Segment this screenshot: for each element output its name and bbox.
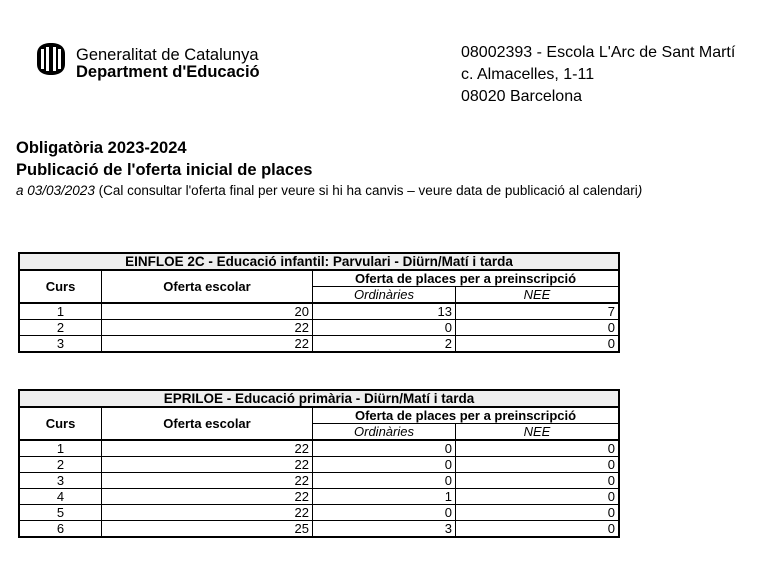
table-row: [19, 320, 619, 336]
column-header-group: Oferta de places per a preinscripció: [313, 270, 620, 287]
cell-ordinaries: 2: [313, 336, 456, 353]
table-row: [19, 336, 619, 353]
cell-oferta: 22: [102, 457, 313, 473]
table-row: [19, 457, 619, 473]
publication-note-text: (Cal consultar l'oferta final per veure si hi ha canvis – veure data de publicació al calendari: [94, 183, 638, 198]
table-title: EPRILOE - Educació primària - Diürn/Matí i tarda: [19, 390, 619, 407]
cell-oferta: 22: [102, 440, 313, 457]
cell-ordinaries: 0: [313, 473, 456, 489]
cell-ordinaries: 1: [313, 489, 456, 505]
document-titles: [16, 137, 642, 201]
cell-oferta: 22: [102, 489, 313, 505]
cell-curs: 1: [19, 440, 102, 457]
document-title-publication: Publicació de l'oferta inicial de places: [16, 161, 313, 179]
cell-ordinaries: 3: [313, 521, 456, 538]
column-header-ordinaries: Ordinàries: [313, 424, 456, 441]
cell-nee: 0: [456, 336, 620, 353]
table-row: [19, 440, 619, 457]
cell-ordinaries: 13: [313, 303, 456, 320]
organization-name: [76, 47, 260, 81]
cell-ordinaries: 0: [313, 320, 456, 336]
school-line-3: 08020 Barcelona: [461, 88, 582, 105]
document-title-year: Obligatòria 2023-2024: [16, 139, 187, 157]
cell-curs: 4: [19, 489, 102, 505]
column-header-curs: Curs: [19, 270, 102, 303]
cell-curs: 2: [19, 320, 102, 336]
cell-curs: 3: [19, 473, 102, 489]
cell-nee: 0: [456, 440, 620, 457]
school-line-2: c. Almacelles, 1-11: [461, 66, 595, 83]
cell-curs: 5: [19, 505, 102, 521]
cell-oferta: 22: [102, 320, 313, 336]
cell-oferta: 22: [102, 336, 313, 353]
school-address: [461, 42, 735, 108]
column-header-oferta: Oferta escolar: [102, 270, 313, 303]
table-title: EINFLOE 2C - Educació infantil: Parvulari - Diürn/Matí i tarda: [19, 253, 619, 270]
table-row: [19, 489, 619, 505]
cell-nee: 0: [456, 473, 620, 489]
cell-nee: 0: [456, 505, 620, 521]
cell-curs: 6: [19, 521, 102, 538]
offer-table-primaria: [18, 389, 620, 538]
cell-curs: 2: [19, 457, 102, 473]
org-line-1: Generalitat de Catalunya: [76, 46, 259, 64]
cell-oferta: 20: [102, 303, 313, 320]
school-line-1: 08002393 - Escola L'Arc de Sant Martí: [461, 44, 736, 61]
column-header-group: Oferta de places per a preinscripció: [313, 407, 620, 424]
cell-nee: 0: [456, 320, 620, 336]
table-row: [19, 505, 619, 521]
cell-oferta: 22: [102, 473, 313, 489]
cell-nee: 7: [456, 303, 620, 320]
cell-ordinaries: 0: [313, 505, 456, 521]
column-header-ordinaries: Ordinàries: [313, 287, 456, 304]
column-header-curs: Curs: [19, 407, 102, 440]
cell-nee: 0: [456, 489, 620, 505]
cell-oferta: 22: [102, 505, 313, 521]
org-line-2: Department d'Educació: [76, 63, 260, 81]
cell-ordinaries: 0: [313, 457, 456, 473]
offer-table-infantil: [18, 252, 620, 353]
table-row: [19, 473, 619, 489]
cell-curs: 1: [19, 303, 102, 320]
publication-note: [16, 181, 642, 201]
cell-curs: 3: [19, 336, 102, 353]
cell-nee: 0: [456, 457, 620, 473]
cell-ordinaries: 0: [313, 440, 456, 457]
column-header-oferta: Oferta escolar: [102, 407, 313, 440]
column-header-nee: NEE: [456, 424, 620, 441]
publication-date: a 03/03/2023: [16, 183, 95, 198]
table-row: [19, 303, 619, 320]
column-header-nee: NEE: [456, 287, 620, 304]
publication-note-end: ): [637, 183, 643, 198]
cell-oferta: 25: [102, 521, 313, 538]
cell-nee: 0: [456, 521, 620, 538]
generalitat-logo-icon: [34, 42, 68, 76]
table-row: [19, 521, 619, 538]
